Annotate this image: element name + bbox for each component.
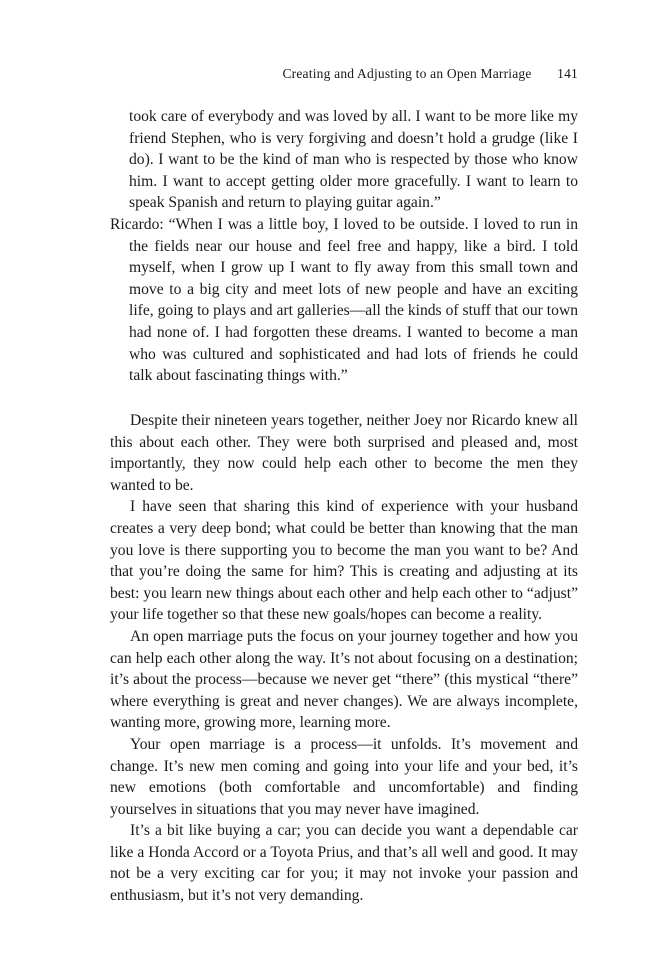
body-paragraph-2: I have seen that sharing this kind of experience with your husband creates a very deep bond; what could be better than knowing that the man you love is there supporting you to become the man you want to be? And that you’re doing the same for him? This is creating and adjusting at its best: you learn new things about each other and help each other to “adjust” your life together so that these new goals/hopes can become a reality. (110, 498, 578, 624)
body-paragraph-5: It’s a bit like buying a car; you can decide you want a dependable car like a Honda Accord or a Toyota Prius, and that’s all well and good. It may not be a very exciting car for you; it may not invoke your passion and enthusiasm, but it’s not very demanding. (110, 822, 578, 905)
body-paragraph-4: Your open marriage is a process—it unfolds. It’s movement and change. It’s new men coming and going into your life and your bed, it’s new emotions (both comfortable and uncomfortable) and finding yourselves in situations that you may never have imagined. (110, 735, 578, 818)
body-text (110, 410, 578, 907)
body-paragraph-3: An open marriage puts the focus on your journey together and how you can help each other along the way. It’s not about focusing on a destination; it’s about the process—because we never get “there” (this mystical “there” where everything is great and never changes). We are always incomplete, wanting more, growing more, learning more. (110, 627, 578, 732)
running-title: Creating and Adjusting to an Open Marriage (282, 66, 532, 81)
dialog-excerpt (110, 106, 578, 387)
dialog-continued-paragraph: took care of everybody and was loved by all. I want to be more like my friend Stephen, who is very forgiving and doesn’t hold a grudge (like I do). I want to be the kind of man who is respected by those who know him. I want to accept getting older more gracefully. I want to learn to speak Spanish and return to playing guitar again.” (129, 108, 578, 212)
running-head (282, 66, 578, 82)
body-paragraph-1: Despite their nineteen years together, neither Joey nor Ricardo knew all this about each other. They were both surprised and pleased and, most importantly, they now could help each other to become the men they wanted to be. (110, 412, 578, 494)
page-number: 141 (557, 66, 578, 81)
dialog-ricardo-paragraph: Ricardo: “When I was a little boy, I loved to be outside. I loved to run in the fields near our house and feel free and happy, like a bird. I told myself, when I grow up I want to fly away from this small town and move to a big city and meet lots of new people and have an exciting life, going to plays and art galleries—all the kinds of stuff that our town had none of. I had forgotten these dreams. I wanted to become a man who was cultured and sophisticated and had lots of friends he could talk about fascinating things with.” (110, 215, 578, 385)
